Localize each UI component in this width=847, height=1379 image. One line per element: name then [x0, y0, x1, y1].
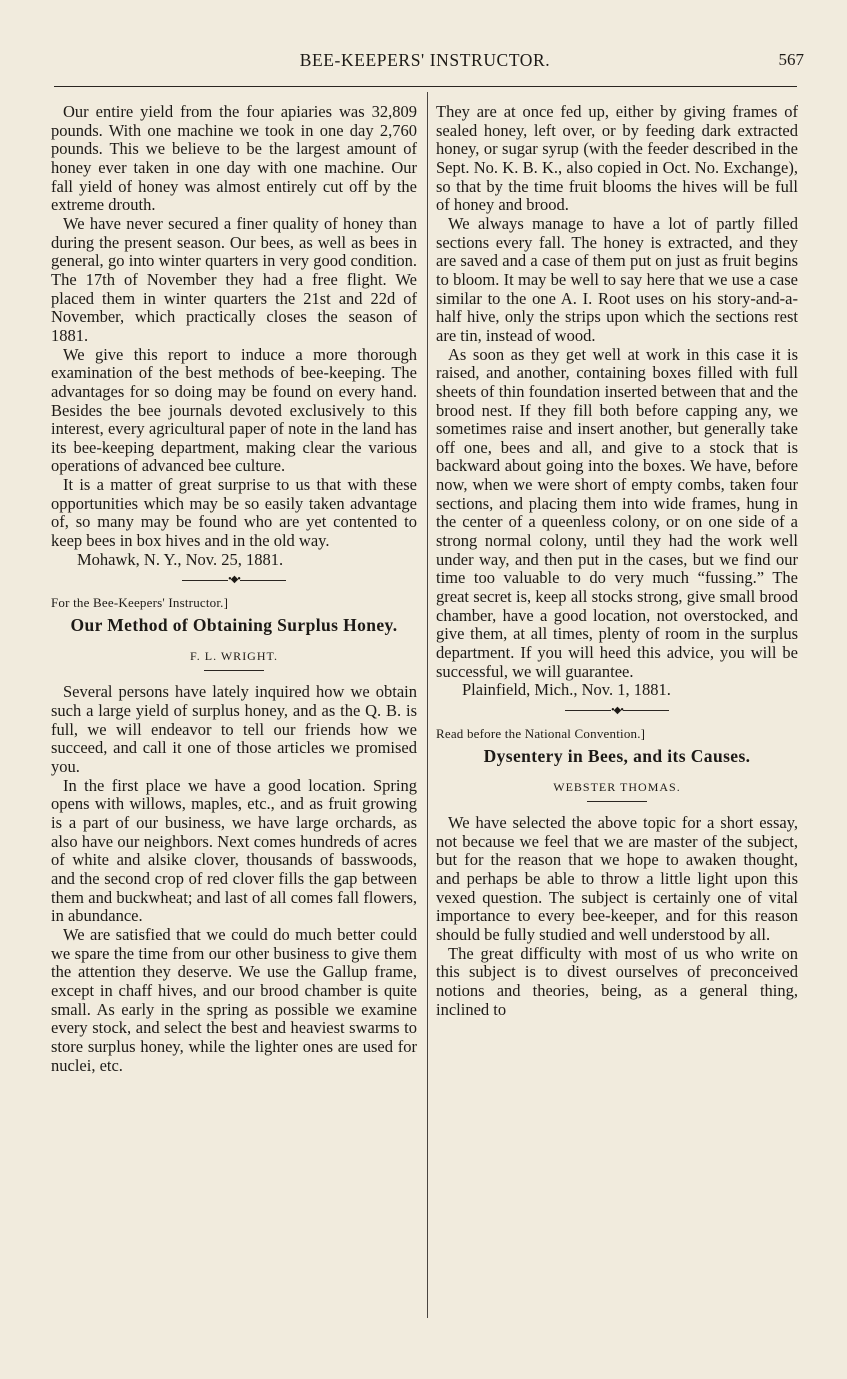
section-ornament: •◆• — [51, 573, 417, 587]
byline-rule — [204, 670, 264, 671]
paragraph: It is a matter of great surprise to us that with these opportunities which may be so easily taken advantage of, so many may be found who are yet contented to keep bees in box hives and in the old way. — [51, 475, 417, 551]
column-divider — [427, 92, 428, 1318]
running-title: BEE-KEEPERS' INSTRUCTOR. — [299, 50, 551, 70]
article-title: Our Method of Obtaining Surplus Honey. — [70, 615, 398, 636]
paragraph: They are at once fed up, either by giving frames of sealed honey, left over, or by feeding dark extracted honey, or sugar syrup (with the feeder described in the Sept. No. K. B. K., also copied in Oct. No. Exchange), so that by the time fruit blooms the hives will be full of honey and brood. — [436, 103, 798, 215]
page-number: 567 — [778, 50, 804, 69]
section-ornament: •◆• — [436, 704, 798, 718]
article-source-note: For the Bee-Keepers' Instructor.] — [51, 595, 229, 611]
paragraph: In the first place we have a good location. Spring opens with willows, maples, etc., and as fruit growing is a part of our business, we have large orchards, as also have our neighbors. Next comes hundreds of acres of white and alsike clover, thousands of basswoods, and the second crop of red clover fills the gap between them and buckwheat; and last of all comes fall flowers, in abundance. — [51, 775, 417, 926]
paragraph: Our entire yield from the four apiaries was 32,809 pounds. With one machine we took in one day 2,760 pounds. This we believe to be the largest amount of honey ever taken in one day with one machine. Our fall yield of honey was almost entirely cut off by the extreme drouth. — [51, 103, 417, 215]
running-head — [50, 50, 804, 74]
paragraph: We always manage to have a lot of partly filled sections every fall. The honey is extracted, and they are saved and a case of them put on just as fruit begins to bloom. It may be well to say here that we use a case similar to the one A. I. Root uses on his story-and-a-half hive, only the strips upon which the sections rest are tin, instead of wood. — [436, 213, 798, 345]
header-rule — [54, 86, 797, 87]
signoff: Plainfield, Mich., Nov. 1, 1881. — [462, 680, 671, 700]
article-source-note: Read before the National Convention.] — [436, 726, 646, 741]
paragraph: We are satisfied that we could do much better could we spare the time from our other business to give them the attention they deserve. We use the Gallup frame, except in chaff hives, and our brood chamber is quite small. As early in the spring as possible we examine every stock, and select the best and heaviest swarms to store surplus honey, while the lighter ones are used for nuclei, etc. — [51, 924, 417, 1075]
left-column — [51, 103, 417, 1323]
paragraph: Several persons have lately inquired how we obtain such a large yield of surplus honey, and as the Q. B. is full, we will endeavor to tell our friends how we succeed, and call it one of those articles we promised you. — [51, 682, 417, 777]
paragraph: The great difficulty with most of us who write on this subject is to divest ourselves of preconceived notions and theories, being, as a general thing, inclined to — [436, 943, 798, 1019]
article-byline: WEBSTER THOMAS. — [553, 780, 681, 794]
paragraph: We have selected the above topic for a short essay, not because we feel that we are master of the subject, but for the reason that we hope to awaken thought, and perhaps be able to throw a little light upon this vexed question. The subject is certainly one of vital importance to every bee-keeper, and for this reason should be fully studied and well understood by all. — [436, 813, 798, 944]
paragraph: We give this report to induce a more thorough examination of the best methods of bee-keeping. The advantages for so doing may be found on every hand. Besides the bee journals devoted exclusively to this interest, every agricultural paper of note in the land has its bee-keeping department, making clear the various operations of advanced bee culture. — [51, 344, 417, 476]
article-byline: F. L. WRIGHT. — [190, 649, 278, 664]
article-title: Dysentery in Bees, and its Causes. — [483, 746, 751, 766]
paragraph: We have never secured a finer quality of honey than during the present season. Our bees, as well as bees in general, go into winter quarters in very good condition. The 17th of November they had a free flight. We placed them in winter quarters the 21st and 22d of November, which practically closes the season of 1881. — [51, 213, 417, 345]
right-column — [436, 103, 798, 1323]
signoff: Mohawk, N. Y., Nov. 25, 1881. — [77, 549, 284, 569]
byline-rule — [587, 801, 647, 802]
paragraph: As soon as they get well at work in this case it is raised, and another, containing boxes filled with full sheets of thin foundation inserted between that and the brood nest. If they fill both before capping any, we sometimes raise and insert another, but generally take off one, bees and all, and give to a stock that is backward about going into the boxes. We have, before now, when we were short of empty combs, taken four sections, and placing them into wide frames, hung in the center of a queenless colony, or on one side of a strong normal colony, until they had the work well under way, and then put in the cases, but we find our time too valuable to do very much “fussing.” The great secret is, keep all stocks strong, give small brood chamber, have a good location, not overstocked, and give them, at all times, plenty of room in the surplus department. If you will heed this advice, you will be successful, we will guarantee. — [436, 344, 798, 681]
